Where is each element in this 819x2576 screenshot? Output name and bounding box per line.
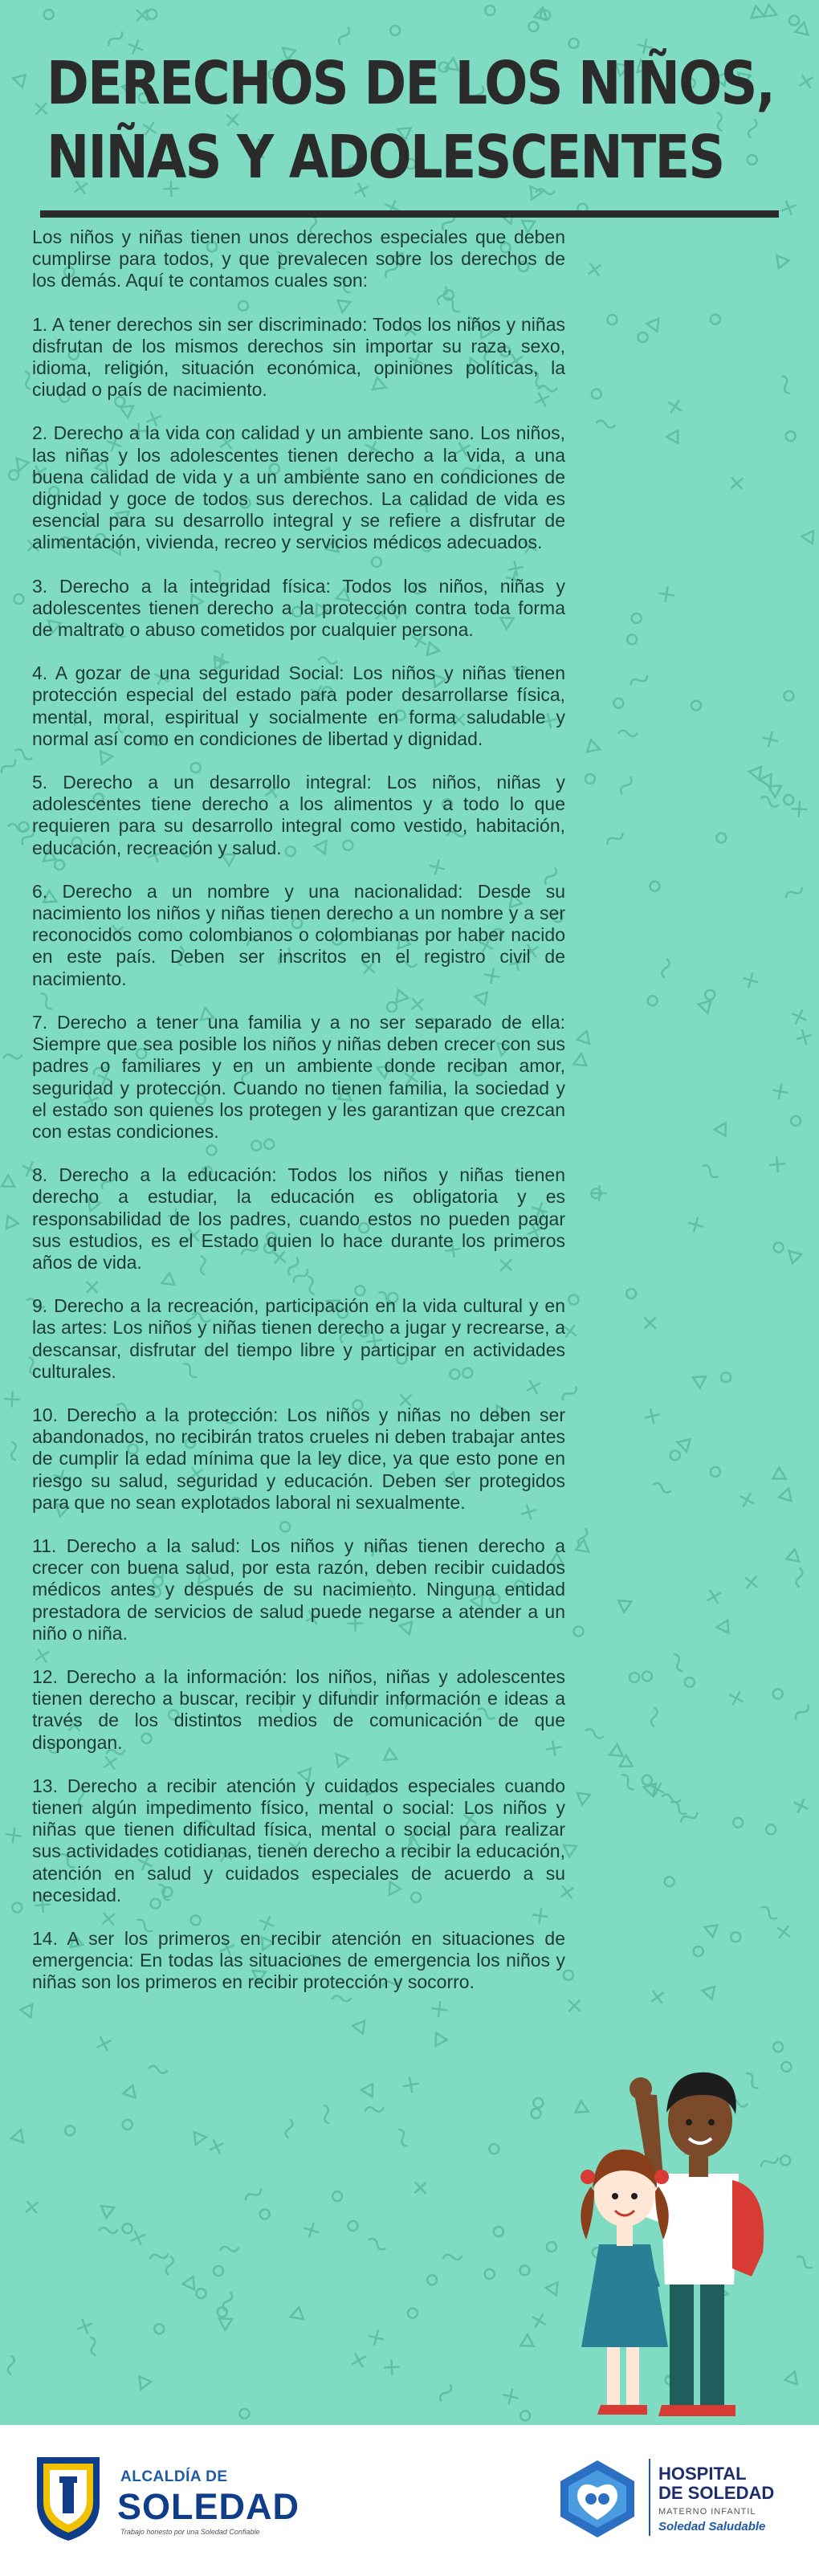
pattern-shape xyxy=(487,2142,500,2155)
pattern-shape xyxy=(568,2000,580,2011)
right-item-8: 8. Derecho a la educación: Todos los niños y niñas tienen derecho a estudiar, la educación es obligatoria y es responsabilidad de los padres, cuando estos no pueden pagar sus estudios, es el Estado quien lo hace durante los primeros años de vida. xyxy=(32,1164,565,1273)
pattern-shape xyxy=(797,1029,812,1045)
pattern-shape xyxy=(792,1009,806,1024)
pattern-shape xyxy=(788,14,801,27)
pattern-shape xyxy=(688,1217,703,1233)
pattern-shape xyxy=(210,2139,224,2154)
pattern-shape xyxy=(587,740,601,756)
pattern-shape xyxy=(779,375,793,395)
pattern-shape xyxy=(760,795,780,808)
pattern-shape xyxy=(709,313,721,325)
pattern-shape xyxy=(14,748,34,760)
pattern-shape xyxy=(88,2336,100,2356)
pattern-shape xyxy=(491,2225,505,2239)
pattern-shape xyxy=(625,633,639,646)
pattern-shape xyxy=(590,388,603,401)
pattern-shape xyxy=(332,2191,342,2202)
alcaldia-label: ALCALDÍA DE xyxy=(120,2468,228,2485)
pattern-shape xyxy=(243,2187,263,2203)
pattern-shape xyxy=(613,697,625,709)
right-item-2: 2. Derecho a la vida con calidad y un ambiente sano. Los niños, las niñas y los adolescentes tienen derecho a la vida, a una buena calidad de vida y a un ambiente sano en condiciones de dignidad y goce de todos sus derechos. La calidad de vida es esencial para su desarrollo integral y se refiere a disfrutar de alimentación, vivienda, recreo y servicios médicos adecuados. xyxy=(32,422,565,553)
pattern-shape xyxy=(716,833,727,843)
pattern-shape xyxy=(259,2208,271,2219)
pattern-shape xyxy=(658,586,674,602)
pattern-shape xyxy=(26,2201,38,2213)
pattern-shape xyxy=(430,2033,447,2049)
pattern-shape xyxy=(97,2037,112,2052)
pattern-shape xyxy=(662,958,670,978)
pattern-shape xyxy=(693,1946,703,1956)
pattern-shape xyxy=(572,1624,585,1638)
pattern-shape xyxy=(642,1671,652,1681)
pattern-shape xyxy=(438,2382,453,2403)
page-title-line-1: DERECHOS DE LOS NIÑOS, xyxy=(47,49,775,118)
pattern-shape xyxy=(395,2128,410,2148)
pattern-shape xyxy=(6,1828,22,1844)
pattern-shape xyxy=(782,689,796,703)
pattern-shape xyxy=(389,24,401,37)
pattern-shape xyxy=(527,20,540,33)
pattern-shape xyxy=(529,2107,543,2121)
pattern-shape xyxy=(715,1119,731,1135)
pattern-shape xyxy=(212,2264,226,2278)
pattern-shape xyxy=(618,730,638,737)
pattern-shape xyxy=(596,420,616,428)
pattern-shape xyxy=(781,201,796,215)
pattern-shape xyxy=(786,1549,803,1566)
pattern-shape xyxy=(668,1449,682,1462)
pattern-shape xyxy=(8,2355,14,2374)
pattern-shape xyxy=(772,1688,783,1699)
pattern-shape xyxy=(666,430,683,446)
pattern-shape xyxy=(704,989,715,1001)
pattern-shape xyxy=(629,1672,640,1683)
pattern-shape xyxy=(165,2256,173,2276)
right-item-14: 14. A ser los primeros en recibir atención en situaciones de emergencia: En todas las situaciones de emergencia los niños y niñas son los primeros en recibir protección y socorro. xyxy=(32,1928,565,1993)
alcaldia-name: SOLEDAD xyxy=(117,2486,300,2527)
pattern-shape xyxy=(442,2252,462,2262)
hospital-slogan: Soledad Saludable xyxy=(658,2520,766,2533)
pattern-shape xyxy=(759,1905,778,1921)
page-title xyxy=(47,47,785,194)
pattern-shape xyxy=(320,2104,332,2124)
pattern-shape xyxy=(772,1241,785,1254)
pattern-shape xyxy=(35,103,47,115)
pattern-shape xyxy=(683,1676,696,1689)
pattern-shape xyxy=(97,2201,114,2218)
pattern-shape xyxy=(577,1031,594,1048)
pattern-shape xyxy=(631,613,642,624)
pattern-shape xyxy=(772,1083,788,1098)
pattern-shape xyxy=(403,2077,418,2093)
children-illustration xyxy=(572,2036,813,2425)
pattern-shape xyxy=(793,1702,810,1722)
pattern-shape xyxy=(7,823,27,832)
pattern-shape xyxy=(690,699,703,712)
pattern-shape xyxy=(10,1901,24,1914)
pattern-shape xyxy=(568,1294,580,1306)
pattern-shape xyxy=(693,1371,710,1388)
pattern-shape xyxy=(794,1799,809,1813)
shield-crest-icon xyxy=(32,2452,104,2542)
pattern-shape xyxy=(285,2119,292,2138)
pattern-shape xyxy=(545,2281,558,2295)
pattern-shape xyxy=(8,469,19,480)
boy-figure xyxy=(630,2073,764,2416)
pattern-shape xyxy=(547,2242,556,2252)
pattern-shape xyxy=(777,1926,790,1938)
alcaldia-tagline: Trabajo honesto por una Soledad Confiable xyxy=(120,2528,260,2536)
right-item-6: 6. Derecho a un nombre y una nacionalidad: Desde su nacimiento los niños y niñas tienen derecho a un nombre y a ser reconocidos como colombianos o colombianas por haber nacido en este país. Deben ser inscritos en el registro civil de nacimiento. xyxy=(32,880,565,989)
right-item-5: 5. Derecho a un desarrollo integral: Los niños, niñas y adolescentes tiene derecho a los alimentos y a todo lo que requieren para su desarrollo integral como vestido, habitación, educación, recreación y salud. xyxy=(32,772,565,858)
pattern-shape xyxy=(532,2097,544,2109)
pattern-shape xyxy=(585,774,595,784)
pattern-shape xyxy=(153,2322,166,2336)
pattern-shape xyxy=(800,75,813,88)
pattern-shape xyxy=(796,1567,802,1587)
pattern-shape xyxy=(764,5,779,21)
pattern-shape xyxy=(585,1728,605,1739)
pattern-shape xyxy=(19,2003,32,2017)
pattern-shape xyxy=(337,26,351,46)
pattern-shape xyxy=(149,2250,169,2262)
pattern-shape xyxy=(361,2081,378,2097)
pattern-shape xyxy=(638,332,648,342)
pattern-shape xyxy=(730,1931,741,1942)
pattern-shape xyxy=(77,2319,92,2334)
hospital-name-line-1: HOSPITAL xyxy=(658,2464,747,2484)
pattern-shape xyxy=(564,1325,577,1338)
right-item-10: 10. Derecho a la protección: Los niños y niñas no deben ser abandonados, no recibirán tratos crueles ni deben trabajar antes de cumplir la edad mínima que la ley dice, ya que esto pone en riesgo su salud, seguridad y educación. Deben ser protegidos para que no sean explotados laboral ni sexualmente. xyxy=(32,1404,565,1513)
pattern-shape xyxy=(605,313,619,327)
right-item-13: 13. Derecho a recibir atención y cuidados especiales cuando tienen algún impedimento físico, mental o social: Los niños y niñas que tienen dificultad física, mental o social para realizar sus actividades cotidianas, tienen derecho a recibir la educación, atención en salud y cuidados especiales de acuerdo a su necesidad. xyxy=(32,1775,565,1906)
pattern-shape xyxy=(663,1876,675,1888)
pattern-shape xyxy=(784,885,804,901)
pattern-shape xyxy=(646,995,658,1007)
pattern-shape xyxy=(384,2359,400,2375)
pattern-shape xyxy=(304,2223,319,2238)
pattern-shape xyxy=(131,2231,145,2245)
right-item-4: 4. A gozar de una seguridad Social: Los niños y niñas tienen protección especial del estado para poder desarrollarse física, mental, moral, espiritual y socialmente en forma saludable y normal así como en condiciones de libertad y dignidad. xyxy=(32,662,565,749)
pattern-shape xyxy=(219,2244,239,2254)
rights-content xyxy=(32,226,565,2016)
pattern-shape xyxy=(239,2408,251,2419)
pattern-shape xyxy=(785,431,796,442)
pattern-shape xyxy=(406,2307,418,2319)
right-item-1: 1. A tener derechos sin ser discriminado: Todos los niños y niñas disfrutan de los mismos derechos sin importar su raza, sexo, idioma, religión, situación económica, opiniones políticas, la ciudad o país de nacimiento. xyxy=(32,313,565,401)
pattern-shape xyxy=(789,1115,803,1128)
pattern-shape xyxy=(4,1392,20,1408)
hospital-heart-icon xyxy=(554,2457,641,2541)
pattern-shape xyxy=(503,2389,518,2404)
pattern-shape xyxy=(700,1164,719,1180)
pattern-shape xyxy=(589,263,601,276)
pattern-shape xyxy=(532,2314,546,2328)
pattern-shape xyxy=(414,2182,426,2193)
intro-paragraph: Los niños y niñas tienen unos derechos especiales que deben cumplirse para todos, y que prevalecen sobre los derechos de los demás. Aquí te contamos cuales son: xyxy=(32,226,565,291)
pattern-shape xyxy=(8,1441,18,1461)
pattern-shape xyxy=(122,2223,132,2234)
pattern-shape xyxy=(707,1590,721,1604)
pattern-shape xyxy=(573,1053,587,1066)
pattern-shape xyxy=(679,1809,699,1825)
pattern-shape xyxy=(772,251,788,268)
pattern-shape xyxy=(625,1288,638,1300)
pattern-shape xyxy=(789,1248,804,1263)
right-item-9: 9. Derecho a la recreación, participación en la vida cultural y en las artes: Los niños y niñas tienen derecho a jugar y recrearse, a descansar, disfrutar del tiempo libre y participar en actividades culturales. xyxy=(32,1295,565,1382)
pattern-shape xyxy=(733,1817,744,1828)
pattern-shape xyxy=(650,881,660,891)
pattern-shape xyxy=(629,673,649,688)
pattern-shape xyxy=(763,732,778,747)
pattern-shape xyxy=(743,972,758,988)
pattern-shape xyxy=(792,801,808,817)
pattern-shape xyxy=(2,1051,22,1062)
pattern-shape xyxy=(772,1468,788,1485)
pattern-shape xyxy=(719,1371,733,1384)
pattern-shape xyxy=(619,1773,637,1791)
pattern-shape xyxy=(705,1920,722,1937)
hospital-subtitle: MATERNO INFANTIL xyxy=(658,2507,756,2517)
pattern-shape xyxy=(352,2021,369,2036)
pattern-shape xyxy=(652,1482,672,1494)
pattern-shape xyxy=(731,477,743,489)
pattern-shape xyxy=(740,1493,754,1506)
pattern-shape xyxy=(367,2237,387,2252)
right-item-3: 3. Derecho a la integridad física: Todos los niños, niñas y adolescentes tienen derecho a la protección contra toda forma de maltrato o abuso cometidos por cualquier persona. xyxy=(32,575,565,641)
pattern-shape xyxy=(107,30,124,48)
pattern-shape xyxy=(647,319,663,334)
footer xyxy=(0,2425,819,2576)
pattern-shape xyxy=(483,2267,496,2280)
right-item-11: 11. Derecho a la salud: Los niños y niñas tienen derecho a crecer con buena salud, por esta razón, deben recibir cuidados médicos antes y después de su nacimiento. Ninguna entidad prestadora de servicios de salud puede negarse a atender a un niño o niña. xyxy=(32,1535,565,1644)
pattern-shape xyxy=(0,757,18,776)
pattern-shape xyxy=(778,1489,792,1504)
hospital-logo xyxy=(554,2454,803,2550)
pattern-shape xyxy=(716,1620,728,1634)
pattern-shape xyxy=(617,1600,631,1612)
pattern-shape xyxy=(215,2305,229,2319)
pattern-shape xyxy=(668,400,681,413)
pattern-shape xyxy=(98,2227,118,2235)
pattern-shape xyxy=(676,1436,691,1451)
pattern-shape xyxy=(619,776,634,796)
pattern-shape xyxy=(17,456,31,471)
pattern-shape xyxy=(577,1788,593,1804)
hospital-name-line-2: DE SOLEDAD xyxy=(658,2483,775,2503)
hospital-divider xyxy=(649,2459,650,2536)
pattern-shape xyxy=(196,2288,207,2299)
pattern-shape xyxy=(6,1216,19,1229)
pattern-shape xyxy=(670,1653,685,1673)
pattern-shape xyxy=(729,1691,743,1705)
pattern-shape xyxy=(645,1408,660,1424)
pattern-shape xyxy=(139,2375,152,2390)
pattern-shape xyxy=(12,593,25,605)
pattern-shape xyxy=(42,8,55,22)
pattern-shape xyxy=(194,2131,207,2145)
pattern-shape xyxy=(426,2273,439,2287)
pattern-shape xyxy=(711,1467,720,1477)
pattern-shape xyxy=(605,830,625,847)
pattern-shape xyxy=(650,1707,658,1726)
pattern-shape xyxy=(764,1824,777,1836)
title-underline xyxy=(40,210,779,218)
pattern-shape xyxy=(11,2128,27,2142)
pattern-shape xyxy=(520,2410,532,2422)
pattern-shape xyxy=(745,1576,757,1588)
pattern-shape xyxy=(802,531,819,547)
pattern-shape xyxy=(484,5,496,17)
pattern-shape xyxy=(782,793,795,806)
pattern-shape xyxy=(520,2335,536,2352)
pattern-shape xyxy=(147,10,157,19)
pattern-shape xyxy=(123,2085,140,2102)
pattern-shape xyxy=(63,2124,76,2137)
pattern-shape xyxy=(518,2264,532,2277)
pattern-shape xyxy=(644,1317,655,1328)
pattern-shape xyxy=(222,2291,233,2311)
pattern-shape xyxy=(11,72,25,88)
pattern-shape xyxy=(701,1984,715,1999)
right-item-7: 7. Derecho a tener una familia y a no ser separado de ella: Siempre que sea posible los niños y niñas deben crecer con sus padres o familiares y en un ambiente donde reciban amor, seguridad y protección. Cuando no tienen familia, la sociedad y el estado son quienes los protegen y les garantizan que crezcan con estas condiciones. xyxy=(32,1011,565,1142)
pattern-shape xyxy=(352,2354,365,2367)
pattern-shape xyxy=(347,2219,360,2232)
pattern-shape xyxy=(2,1175,14,1186)
pattern-shape xyxy=(369,2330,384,2346)
pattern-shape xyxy=(121,2118,134,2131)
pattern-shape xyxy=(365,2105,385,2115)
pattern-shape xyxy=(769,1156,785,1172)
right-item-12: 12. Derecho a la información: los niños, niñas y adolescentes tienen derecho a buscar, recibir y difundir información e ideas a través de los distintos medios de comunicación de que dispongan. xyxy=(32,1665,565,1753)
pattern-shape xyxy=(607,1744,622,1760)
pattern-shape xyxy=(288,2307,304,2323)
page-title-line-2: NIÑAS Y ADOLESCENTES xyxy=(47,123,724,192)
alcaldia-logo xyxy=(32,2451,300,2547)
pattern-shape xyxy=(651,1991,664,2003)
pattern-shape xyxy=(148,2065,168,2073)
